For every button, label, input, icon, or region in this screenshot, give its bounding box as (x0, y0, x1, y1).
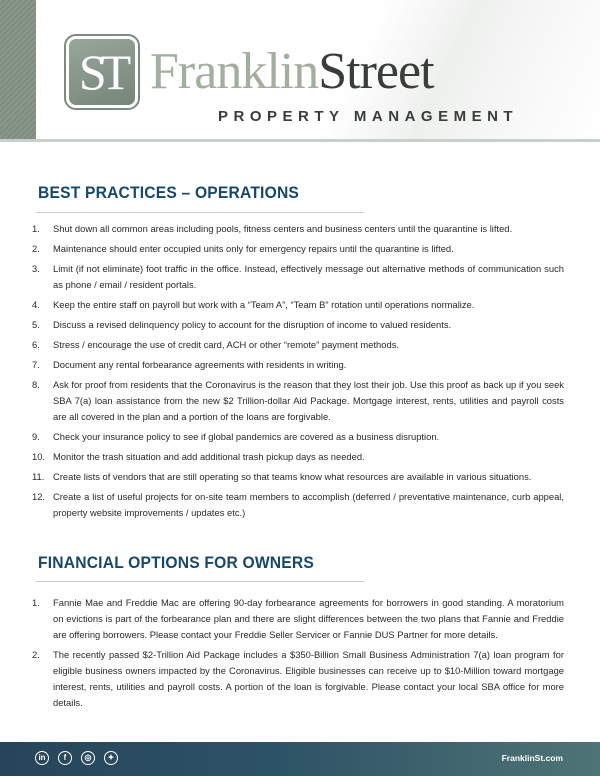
list-item-number: 5. (32, 319, 40, 330)
list-item (32, 449, 564, 465)
list-item-number: 2. (32, 649, 40, 660)
list-item (32, 241, 564, 257)
list-item-text: Shut down all common areas including pools, fitness centers and business centers until the quarantine is lifted. (53, 223, 513, 234)
list-item-text: The recently passed $2-Trillion Aid Package includes a $350-Billion Small Business Administration 7(a) loan program for eligible business owners impacted by the Coronavirus. Eligible businesses can receive up to $10-Million toward mortgage interest, rents, utilities and payroll costs. A portion of the loan is forgivable. Please contact your local SBA office for more details. (53, 649, 564, 708)
list-item-number: 8. (32, 379, 40, 390)
list-item (32, 595, 564, 643)
list-item-text: Stress / encourage the use of credit card, ACH or other “remote” payment methods. (53, 339, 399, 350)
list-item-number: 3. (32, 263, 40, 274)
logo-monogram-text: ST (78, 44, 126, 100)
list-item-text: Keep the entire staff on payroll but work with a “Team A”, “Team B” rotation until operations normalize. (53, 299, 475, 310)
list-item-number: 1. (32, 597, 40, 608)
list-item (32, 337, 564, 353)
list-item-text: Check your insurance policy to see if global pandemics are covered as a business disruption. (53, 431, 440, 442)
logo-monogram (66, 36, 138, 108)
list-item-text: Fannie Mae and Freddie Mac are offering 90-day forbearance agreements for borrowers in good standing. A moratorium on evictions is part of the forbearance plan and there are slight differences between the two plans that Fannie and Freddie are offering borrowers. Please contact your Freddie Seller Servicer or Fannie DUS Partner for more details. (53, 597, 564, 640)
list-item (32, 489, 564, 521)
list-item-text: Maintenance should enter occupied units only for emergency repairs until the quarantine is lifted. (53, 243, 454, 254)
list-item-number: 7. (32, 359, 40, 370)
brand-tagline: PROPERTY MANAGEMENT (218, 108, 519, 125)
list-item-number: 2. (32, 243, 40, 254)
list-item-text: Monitor the trash situation and add additional trash pickup days as needed. (53, 451, 365, 462)
header-divider (0, 139, 600, 142)
list-item (32, 647, 564, 711)
brand-part2: Street (318, 43, 434, 100)
facebook-icon[interactable]: f (58, 751, 72, 765)
list-item (32, 377, 564, 425)
linkedin-icon[interactable]: in (35, 751, 49, 765)
list-item-number: 10. (32, 451, 46, 462)
list-item (32, 429, 564, 445)
list-item-number: 6. (32, 339, 40, 350)
list-item-number: 9. (32, 431, 40, 442)
financial-title: FINANCIAL OPTIONS FOR OWNERS (38, 553, 314, 572)
operations-list (32, 221, 564, 525)
letterhead (0, 0, 600, 142)
footer-bar (0, 742, 600, 776)
list-item-number: 12. (32, 491, 46, 502)
list-item (32, 317, 564, 333)
list-item-text: Discuss a revised delinquency policy to account for the disruption of income to valued residents. (53, 319, 452, 330)
operations-title: BEST PRACTICES – OPERATIONS (38, 183, 300, 202)
instagram-icon[interactable]: ◎ (81, 751, 95, 765)
financial-divider (36, 581, 364, 582)
list-item-text: Create lists of vendors that are still operating so that teams know what resources are available in various situations. (53, 471, 532, 482)
list-item-text: Ask for proof from residents that the Coronavirus is the reason that they lost their job. Use this proof as back up if you seek SBA 7(a) loan assistance from the new $2 Trillion-dollar Aid Package. Mortgage interest, rents, utilities and payroll costs are all covered in the plan and a portion of the loans are forgivable. (53, 379, 564, 422)
list-item-text: Document any rental forbearance agreements with residents in writing. (53, 359, 347, 370)
list-item (32, 297, 564, 313)
website-link[interactable]: FranklinSt.com (501, 753, 563, 763)
decorative-band (0, 0, 36, 142)
list-item-text: Create a list of useful projects for on-site team members to accomplish (deferred / preventative maintenance, curb appeal, property website improvements / updates etc.) (53, 491, 564, 518)
list-item (32, 469, 564, 485)
list-item-number: 4. (32, 299, 40, 310)
twitter-icon[interactable]: ✦ (104, 751, 118, 765)
list-item-text: Limit (if not eliminate) foot traffic in the office. Instead, effectively message out alternative methods of communication such as phone / email / resident portals. (53, 263, 564, 290)
brand-part1: Franklin (150, 43, 319, 100)
operations-divider (36, 212, 364, 213)
brand-wordmark (150, 42, 434, 102)
list-item-number: 1. (32, 223, 40, 234)
list-item-number: 11. (32, 471, 45, 482)
list-item (32, 357, 564, 373)
list-item (32, 221, 564, 237)
list-item (32, 261, 564, 293)
financial-list (32, 595, 564, 715)
